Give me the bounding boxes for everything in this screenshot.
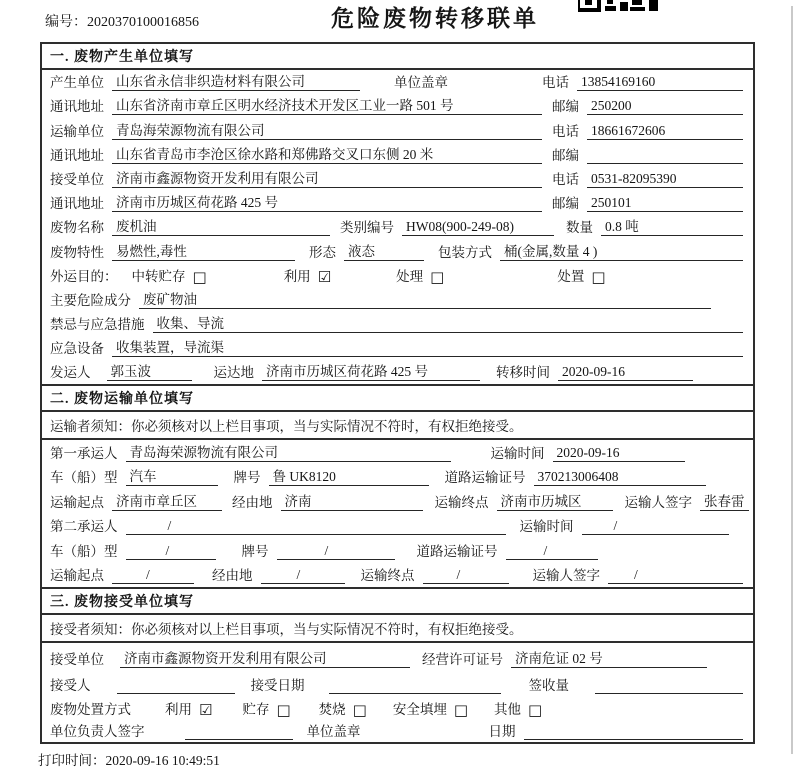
checkbox-checked-icon: ☑ [317, 267, 332, 286]
transporter-sign-value: / [608, 566, 743, 584]
taboo-measures-label: 禁忌与应急措施 [50, 317, 145, 333]
receive-address-value: 济南市历城区荷花路 425 号 [112, 194, 542, 212]
route-end-value: 济南市历城区 [497, 493, 613, 511]
main-hazard-row [42, 288, 753, 312]
receive-unit-row [42, 167, 753, 191]
option-label: 焚烧 [318, 702, 346, 718]
quantity-label: 数量 [566, 220, 593, 236]
transport-time-value: / [582, 517, 730, 535]
receive-unit-label: 接受单位 [50, 171, 104, 187]
packaging-value: 桶(金属,数量 4 ) [500, 243, 743, 261]
vehicle-type-label: 车（船）型 [50, 470, 118, 486]
transfer-time-label: 转移时间 [496, 365, 550, 381]
license-label: 经营许可证号 [422, 652, 503, 668]
route-via-value: 济南 [281, 493, 423, 511]
second-carrier-value: / [126, 517, 506, 535]
transfer-purpose-row [42, 264, 753, 288]
phone-label: 电话 [552, 123, 579, 139]
route-end-label: 运输终点 [360, 568, 415, 584]
option-label: 贮存 [242, 702, 270, 718]
destination-label: 运达地 [213, 365, 254, 381]
option-label: 其他 [494, 702, 522, 718]
road-permit-label: 道路运输证号 [416, 543, 498, 559]
section2-title: 二. 废物运输单位填写 [42, 384, 753, 412]
checkbox-icon: □ [591, 267, 606, 286]
print-time-value: 2020-09-16 10:49:51 [105, 753, 220, 768]
disposal-option-other [494, 701, 542, 718]
main-hazard-value: 废矿物油 [139, 291, 711, 309]
second-carrier-label: 第二承运人 [50, 519, 118, 535]
option-label: 中转贮存 [131, 268, 186, 284]
option-label: 利用 [165, 702, 192, 718]
transfer-purpose-label: 外运目的： [50, 268, 118, 284]
route-start-value: / [112, 566, 194, 584]
produce-address-value: 山东省济南市章丘区明水经济技术开发区工业一路 501 号 [112, 97, 542, 115]
shipper-label: 发运人 [50, 365, 91, 381]
print-time-label: 打印时间： [38, 753, 106, 768]
produce-unit-value: 山东省永信非织造材料有限公司 [112, 73, 360, 91]
route-via-label: 经由地 [232, 494, 273, 510]
form-label: 形态 [309, 244, 336, 260]
transfer-time-value: 2020-09-16 [558, 363, 693, 381]
form-box [40, 42, 755, 744]
destination-value: 济南市历城区荷花路 425 号 [262, 363, 480, 381]
receiving-unit-label: 接受单位 [50, 652, 104, 668]
transport-unit-phone-value: 18661672606 [587, 122, 743, 140]
license-value: 济南危证 02 号 [511, 650, 707, 668]
unit-seal-label: 单位盖章 [306, 724, 361, 740]
receive-unit-value: 济南市鑫源物资开发利用有限公司 [112, 170, 542, 188]
waste-name-value: 废机油 [112, 218, 330, 236]
taboo-measures-row [42, 312, 753, 336]
transport-time-label: 运输时间 [519, 519, 574, 535]
produce-unit-label: 产生单位 [50, 75, 104, 91]
transport-unit-label: 运输单位 [50, 123, 104, 139]
receive-address-row [42, 191, 753, 215]
shipper-value: 郭玉波 [107, 363, 192, 381]
transport-time-value: 2020-09-16 [553, 444, 685, 462]
taboo-measures-value: 收集、导流 [153, 315, 744, 333]
transporter-notice: 运输者须知：你必须核对以上栏目事项，当与实际情况不符时，有权拒绝接受。 [42, 412, 753, 440]
serial-label: 编号： [45, 15, 87, 30]
address-label: 通讯地址 [50, 99, 104, 115]
waste-name-label: 废物名称 [50, 220, 104, 236]
shipper-row [42, 360, 753, 384]
purpose-option-treat [396, 268, 444, 285]
waste-character-label: 废物特性 [50, 244, 104, 260]
quantity-value: 0.8 吨 [601, 218, 743, 236]
receive-unit-phone-value: 0531-82095390 [587, 170, 743, 188]
option-label: 处置 [557, 268, 585, 284]
option-label: 利用 [283, 268, 311, 284]
road-permit-value: / [506, 542, 598, 560]
transport-address-row [42, 143, 753, 167]
receive-zip-value: 250101 [587, 194, 743, 212]
option-label: 处理 [396, 268, 424, 284]
route-start-label: 运输起点 [50, 568, 104, 584]
transport-time-label: 运输时间 [490, 445, 545, 461]
waste-character-row [42, 239, 753, 263]
plate-number-value: 鲁 UK8120 [269, 468, 429, 486]
plate-number-label: 牌号 [241, 543, 269, 559]
unit-seal-label: 单位盖章 [394, 75, 448, 91]
address-label: 通讯地址 [50, 147, 104, 163]
transport-zip-value [587, 147, 743, 164]
phone-label: 电话 [542, 75, 569, 91]
produce-unit-phone-value: 13854169160 [577, 73, 743, 91]
section1-title: 一. 废物产生单位填写 [42, 44, 753, 70]
page-scan-edge [791, 6, 793, 754]
second-route-row [42, 563, 753, 588]
responsible-sign-row [42, 721, 753, 742]
form-value: 液态 [344, 243, 424, 261]
route-via-label: 经由地 [212, 568, 253, 584]
first-carrier-value: 青岛海荣源物流有限公司 [126, 444, 451, 462]
disposal-option-utilize [165, 701, 212, 718]
zip-label: 邮编 [552, 99, 579, 115]
purpose-option-dispose [557, 268, 605, 285]
transporter-sign-value: 张春雷 [700, 493, 749, 511]
transport-unit-row [42, 118, 753, 142]
date-label: 日期 [488, 724, 516, 740]
route-end-value: / [423, 566, 509, 584]
checkbox-icon: □ [430, 267, 445, 286]
disposal-option-storage [242, 701, 290, 718]
transporter-sign-label: 运输人签字 [532, 568, 600, 584]
transporter-sign-label: 运输人签字 [624, 494, 692, 510]
produce-zip-value: 250200 [587, 97, 743, 115]
zip-label: 邮编 [552, 147, 579, 163]
phone-label: 电话 [552, 171, 579, 187]
waste-name-row [42, 215, 753, 239]
emergency-equipment-value: 收集装置，导流渠 [112, 339, 743, 357]
address-label: 通讯地址 [50, 196, 104, 212]
receiving-unit-row [42, 643, 753, 671]
route-end-label: 运输终点 [434, 494, 489, 510]
serial-number [45, 11, 199, 31]
packaging-label: 包装方式 [438, 244, 492, 260]
checkbox-icon: □ [192, 267, 207, 286]
first-carrier-row [42, 440, 753, 465]
disposal-method-label: 废物处置方式 [50, 702, 131, 718]
category-code-value: HW08(900-249-08) [402, 218, 554, 236]
disposal-option-landfill [393, 701, 468, 718]
section3-title: 三. 废物接受单位填写 [42, 587, 753, 615]
receiving-unit-value: 济南市鑫源物资开发利用有限公司 [120, 650, 410, 668]
purpose-option-utilize [284, 268, 331, 285]
produce-address-row [42, 94, 753, 118]
option-label: 安全填埋 [392, 702, 447, 718]
road-permit-label: 道路运输证号 [444, 470, 526, 486]
second-vehicle-row [42, 538, 753, 563]
checkbox-checked-icon: ☑ [199, 701, 213, 720]
vehicle-type-value: / [126, 542, 216, 560]
disposal-option-incinerate [319, 701, 367, 718]
document-title: 危险废物转移联单 [331, 6, 539, 31]
purpose-option-transfer-storage [132, 268, 207, 285]
receive-date-value [329, 677, 501, 694]
transport-address-value: 山东省青岛市李沧区徐水路和郑佛路交叉口东侧 20 米 [112, 146, 542, 164]
receiver-label: 接受人 [50, 678, 91, 694]
produce-unit-row [42, 70, 753, 94]
qr-code-fragment [578, 0, 662, 12]
checkbox-icon: □ [528, 701, 543, 720]
emergency-equipment-label: 应急设备 [50, 341, 104, 357]
checkbox-icon: □ [352, 701, 367, 720]
vehicle-type-label: 车（船）型 [50, 543, 118, 559]
main-hazard-label: 主要危险成分 [50, 292, 131, 308]
signed-quantity-label: 签收量 [528, 678, 569, 694]
responsible-sign-value [185, 723, 293, 740]
signed-quantity-value [595, 677, 743, 694]
zip-label: 邮编 [552, 196, 579, 212]
print-time [38, 749, 220, 768]
disposal-method-row [42, 697, 753, 721]
waste-character-value: 易燃性,毒性 [112, 243, 295, 261]
route-start-label: 运输起点 [50, 494, 104, 510]
road-permit-value: 370213006408 [534, 468, 706, 486]
category-code-label: 类别编号 [340, 220, 394, 236]
first-route-row [42, 489, 753, 514]
receiver-notice: 接受者须知：你必须核对以上栏目事项，当与实际情况不符时，有权拒绝接受。 [42, 615, 753, 643]
plate-number-label: 牌号 [233, 470, 261, 486]
serial-value: 2020370100016856 [87, 15, 199, 30]
receive-date-label: 接受日期 [250, 678, 305, 694]
emergency-equipment-row [42, 336, 753, 360]
date-value [524, 723, 744, 740]
vehicle-type-value: 汽车 [126, 468, 218, 486]
responsible-sign-label: 单位负责人签字 [50, 724, 145, 740]
second-carrier-row [42, 514, 753, 539]
first-vehicle-row [42, 465, 753, 490]
receiver-row [42, 671, 753, 697]
transport-unit-value: 青岛海荣源物流有限公司 [112, 122, 542, 140]
route-via-value: / [261, 566, 345, 584]
receiver-value [117, 677, 235, 694]
first-carrier-label: 第一承运人 [50, 445, 118, 461]
plate-number-value: / [277, 542, 395, 560]
checkbox-icon: □ [276, 701, 291, 720]
route-start-value: 济南市章丘区 [112, 493, 222, 511]
checkbox-icon: □ [453, 701, 469, 720]
